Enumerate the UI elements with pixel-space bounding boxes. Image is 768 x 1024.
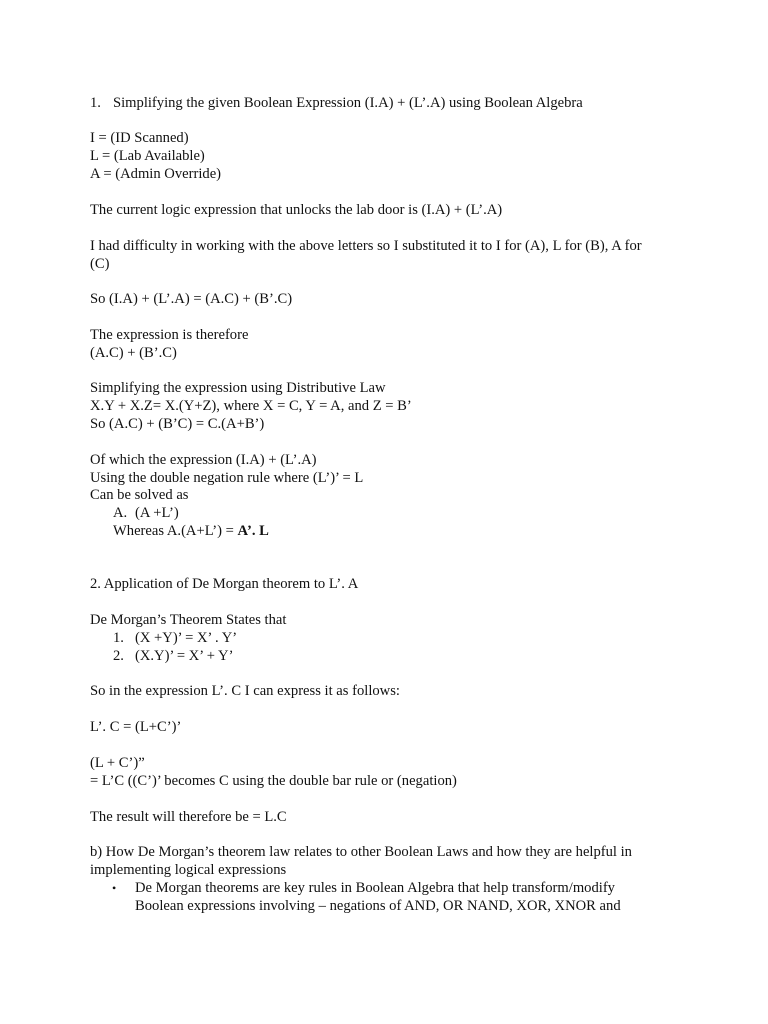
lc-line: L’. C = (L+C’)’ — [90, 719, 182, 735]
section1-heading: Simplifying the given Boolean Expression (I.A) + (L’.A) using Boolean Algebra — [113, 95, 583, 111]
express-line: So in the expression L’. C I can express it as follows: — [90, 683, 400, 699]
double-prime-line: (L + C’)” — [90, 755, 145, 771]
of-which-line: Of which the expression (I.A) + (L’.A) — [90, 452, 317, 468]
becomes-line: = L’C ((C’)’ becomes C using the double bar rule or (negation) — [90, 773, 457, 789]
section2-heading: 2. Application of De Morgan theorem to L’. A — [90, 576, 359, 592]
therefore-expression: (A.C) + (B’.C) — [90, 345, 177, 361]
part-b-line-1: b) How De Morgan’s theorem law relates to other Boolean Laws and how they are helpful in — [90, 844, 632, 860]
whereas-prefix: Whereas A.(A+L’) = — [113, 523, 238, 539]
item-a-text: (A +L’) — [135, 505, 179, 521]
bullet-line-1: De Morgan theorems are key rules in Boolean Algebra that help transform/modify — [135, 880, 615, 896]
solved-as-line: Can be solved as — [90, 487, 189, 503]
rule-2-text: (X.Y)’ = X’ + Y’ — [135, 648, 234, 664]
theorem-intro: De Morgan’s Theorem States that — [90, 612, 287, 628]
part-b-line-2: implementing logical expressions — [90, 862, 287, 878]
distributive-rule: X.Y + X.Z= X.(Y+Z), where X = C, Y = A, and Z = B’ — [90, 398, 412, 414]
therefore-label: The expression is therefore — [90, 327, 249, 343]
rule-1-marker: 1. — [113, 630, 124, 646]
rule-1-text: (X +Y)’ = X’ . Y’ — [135, 630, 238, 646]
distributive-title: Simplifying the expression using Distributive Law — [90, 380, 386, 396]
difficulty-line-1: I had difficulty in working with the above letters so I substituted it to I for (A), L for (B), A for — [90, 238, 642, 254]
distributive-result: So (A.C) + (B’C) = C.(A+B’) — [90, 416, 265, 432]
difficulty-line-2: (C) — [90, 256, 110, 272]
definition-a: A = (Admin Override) — [90, 166, 222, 182]
current-expression-line: The current logic expression that unlocks the lab door is (I.A) + (L’.A) — [90, 202, 503, 218]
item-a-marker: A. — [113, 505, 128, 521]
whereas-line — [113, 522, 269, 540]
double-negation-line: Using the double negation rule where (L’)’ = L — [90, 470, 364, 486]
bullet-marker: • — [112, 881, 117, 895]
whereas-result: A’. L — [237, 523, 269, 539]
rule-2-marker: 2. — [113, 648, 124, 664]
bullet-line-2: Boolean expressions involving – negations of AND, OR NAND, XOR, XNOR and — [135, 898, 621, 914]
definition-i: I = (ID Scanned) — [90, 130, 189, 146]
section1-number: 1. — [90, 95, 101, 111]
result-line: The result will therefore be = L.C — [90, 809, 287, 825]
definition-l: L = (Lab Available) — [90, 148, 205, 164]
substitution-line: So (I.A) + (L’.A) = (A.C) + (B’.C) — [90, 291, 293, 307]
